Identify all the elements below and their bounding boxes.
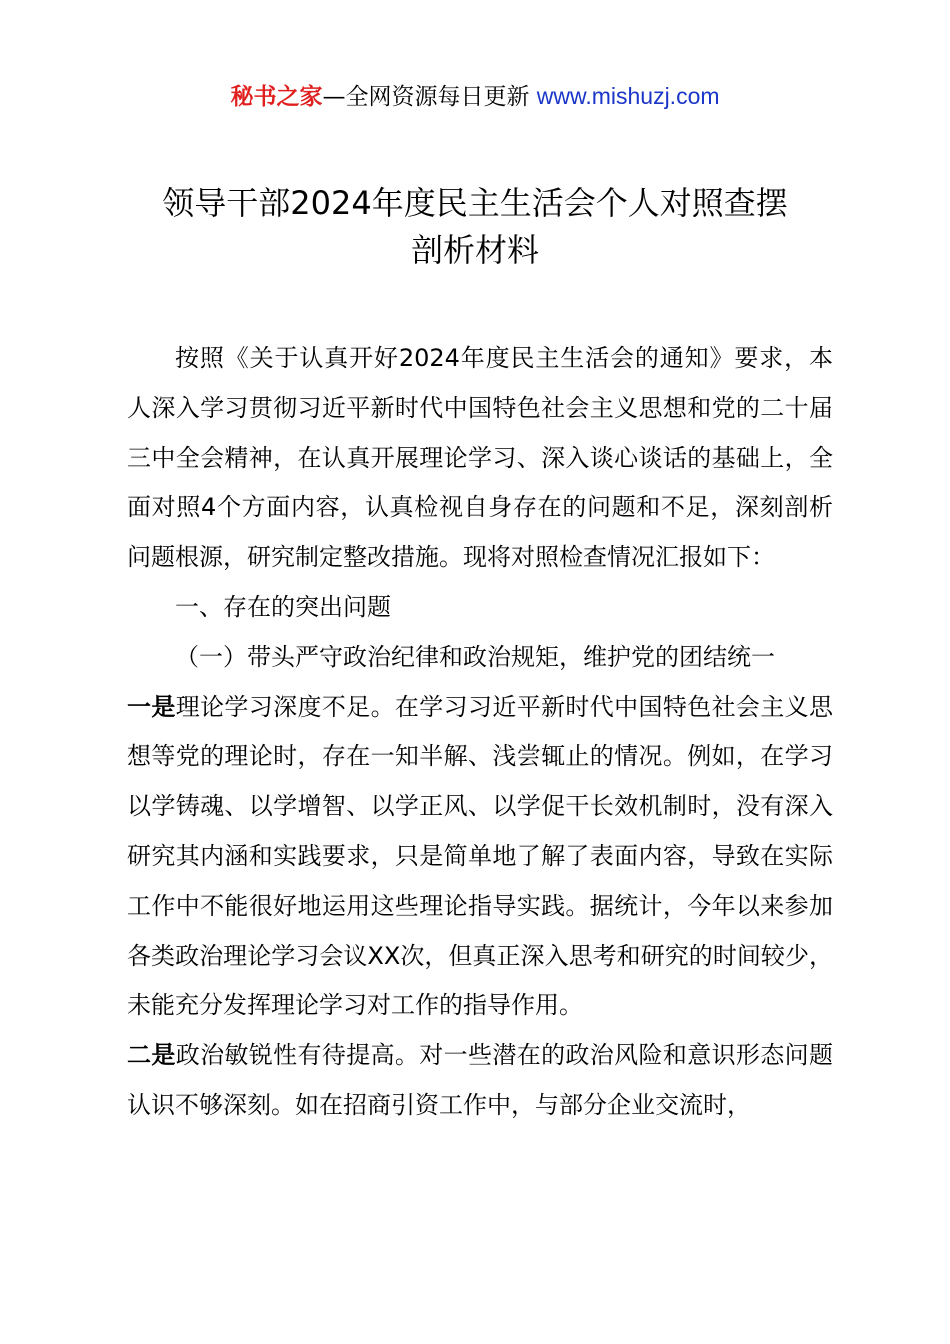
document-body — [127, 334, 833, 1131]
site-name: 秘书之家 — [230, 84, 323, 110]
title-line-2: 剖析材料 — [410, 231, 539, 269]
intro-paragraph: 按照《关于认真开好2024年度民主生活会的通知》要求，本人深入学习贯彻习近平新时代中国特色社会主义思想和党的二十届三中全会精神，在认真开展理论学习、深入谈心谈话的基础上，全面对照4个方面内容，认真检视自身存在的问题和不足，深刻剖析问题根源，研究制定整改措施。现将对照检查情况汇报如下： — [127, 344, 833, 572]
point-text-2: 政治敏锐性有待提高。对一些潜在的政治风险和意识形态问题认识不够深刻。如在招商引资工作中，与部分企业交流时， — [127, 1041, 834, 1119]
point-paragraph-1 — [127, 683, 833, 1032]
section-heading: 一、存在的突出问题 — [175, 592, 391, 621]
site-tagline: —全网资源每日更新 — [322, 84, 537, 110]
document-title — [100, 180, 850, 274]
point-text-1: 理论学习深度不足。在学习习近平新时代中国特色社会主义思想等党的理论时，存在一知半解、浅尝辄止的情况。例如，在学习以学铸魂、以学增智、以学正风、以学促干长效机制时，没有深入研究其内涵和实践要求，只是简单地了解了表面内容，导致在实际工作中不能很好地运用这些理论指导实践。据统计，今年以来参加各类政治理论学习会议XX次，但真正深入思考和研究的时间较少，未能充分发挥理论学习对工作的指导作用。 — [127, 692, 834, 1020]
subsection-heading: （一）带头严守政治纪律和政治规矩，维护党的团结统一 — [175, 642, 775, 671]
point-paragraph-2 — [127, 1031, 833, 1131]
point-lead-1: 一是 — [127, 692, 176, 721]
title-line-1: 领导干部2024年度民主生活会个人对照查摆 — [162, 184, 788, 222]
site-url-link[interactable]: www.mishuzj.com — [536, 83, 720, 109]
point-lead-2: 二是 — [127, 1041, 176, 1070]
site-header — [0, 78, 950, 115]
